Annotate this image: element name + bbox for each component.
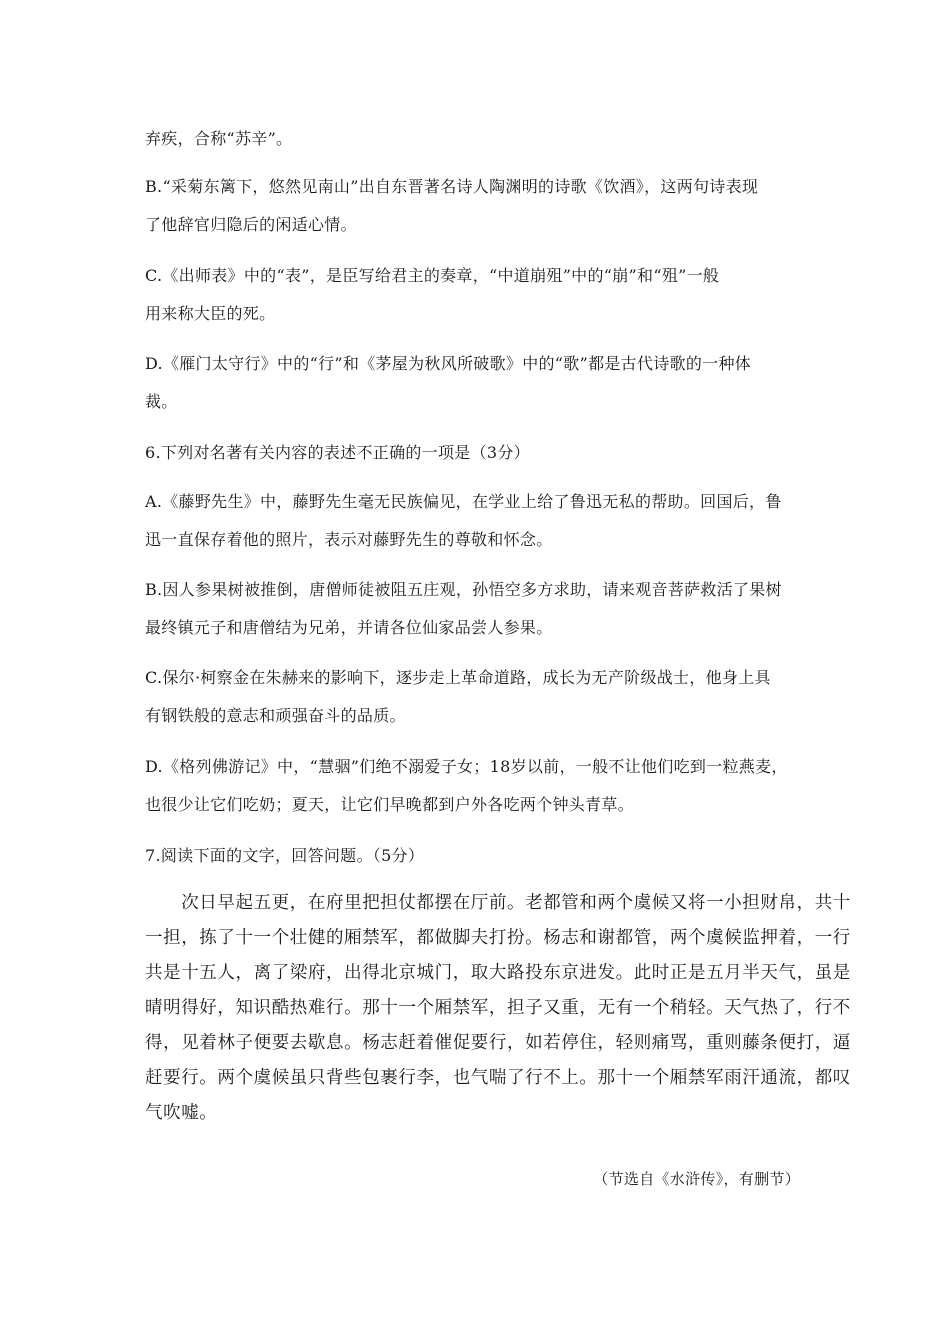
text-line: 用来称大臣的死。: [145, 304, 276, 323]
option-a-line: A.《藤野先生》中，藤野先生毫无民族偏见，在学业上给了鲁迅无私的帮助。回国后，鲁: [145, 492, 782, 511]
option-d-line: D.《雁门太守行》中的“行”和《茅屋为秋风所破歌》中的“歌”都是古代诗歌的一种体: [145, 354, 752, 373]
text-line: 弃疾，合称“苏辛”。: [145, 129, 293, 148]
passage-source: （节选自《水浒传》，有删节）: [593, 1170, 800, 1188]
text-line: 最终镇元子和唐僧结为兄弟，并请各位仙家品尝人参果。: [145, 618, 553, 637]
text-line: 迅一直保存着他的照片，表示对藤野先生的尊敬和怀念。: [145, 530, 553, 549]
passage-line: 赶要行。两个虞候虽只背些包裹行李，也气喘了行不上。那十一个厢禁军雨汗通流，都叹: [145, 1068, 851, 1088]
passage-line: 一担，拣了十一个壮健的厢禁军，都做脚夫打扮。杨志和谢都管，两个虞候监押着，一行: [145, 928, 851, 948]
passage-line: 次日早起五更，在府里把担仗都摆在厅前。老都管和两个虞候又将一小担财帛，共十: [145, 893, 851, 913]
option-c-line: C.保尔·柯察金在朱赫来的影响下，逐步走上革命道路，成长为无产阶级战士，他身上具: [145, 668, 771, 687]
question-7-title: 7.阅读下面的文字，回答问题。（5分）: [145, 846, 425, 865]
passage-line: 气吹嘘。: [145, 1103, 218, 1123]
text-line: 了他辞官归隐后的闲适心情。: [145, 215, 357, 234]
option-c-line: C.《出师表》中的“表”，是臣写给君主的奏章，“中道崩殂”中的“崩”和“殂”一般: [145, 266, 720, 285]
text-line: 裁。: [145, 392, 178, 411]
passage-line: 共是十五人，离了梁府，出得北京城门，取大路投东京进发。此时正是五月半天气，虽是: [145, 963, 851, 983]
question-6-title: 6.下列对名著有关内容的表述不正确的一项是（3分）: [145, 443, 530, 462]
passage-line: 得，见着林子便要去歇息。杨志赶着催促要行，如若停住，轻则痛骂，重则藤条便打，逼: [145, 1033, 851, 1053]
text-line: 也很少让它们吃奶；夏天，让它们早晚都到户外各吃两个钟头青草。: [145, 795, 635, 814]
option-d-line: D.《格列佛游记》中，“慧骃”们绝不溺爱子女；18岁以前，一般不让他们吃到一粒燕麦，: [145, 757, 788, 776]
text-line: 有钢铁般的意志和顽强奋斗的品质。: [145, 706, 406, 725]
option-b-line: B.“采菊东篱下，悠然见南山”出自东晋著名诗人陶渊明的诗歌《饮酒》，这两句诗表现: [145, 177, 759, 196]
option-b-line: B.因人参果树被推倒，唐僧师徒被阻五庄观，孙悟空多方求助，请来观音菩萨救活了果树: [145, 580, 782, 599]
passage-line: 晴明得好，知识酷热难行。那十一个厢禁军，担子又重，无有一个稍轻。天气热了，行不: [145, 998, 851, 1018]
